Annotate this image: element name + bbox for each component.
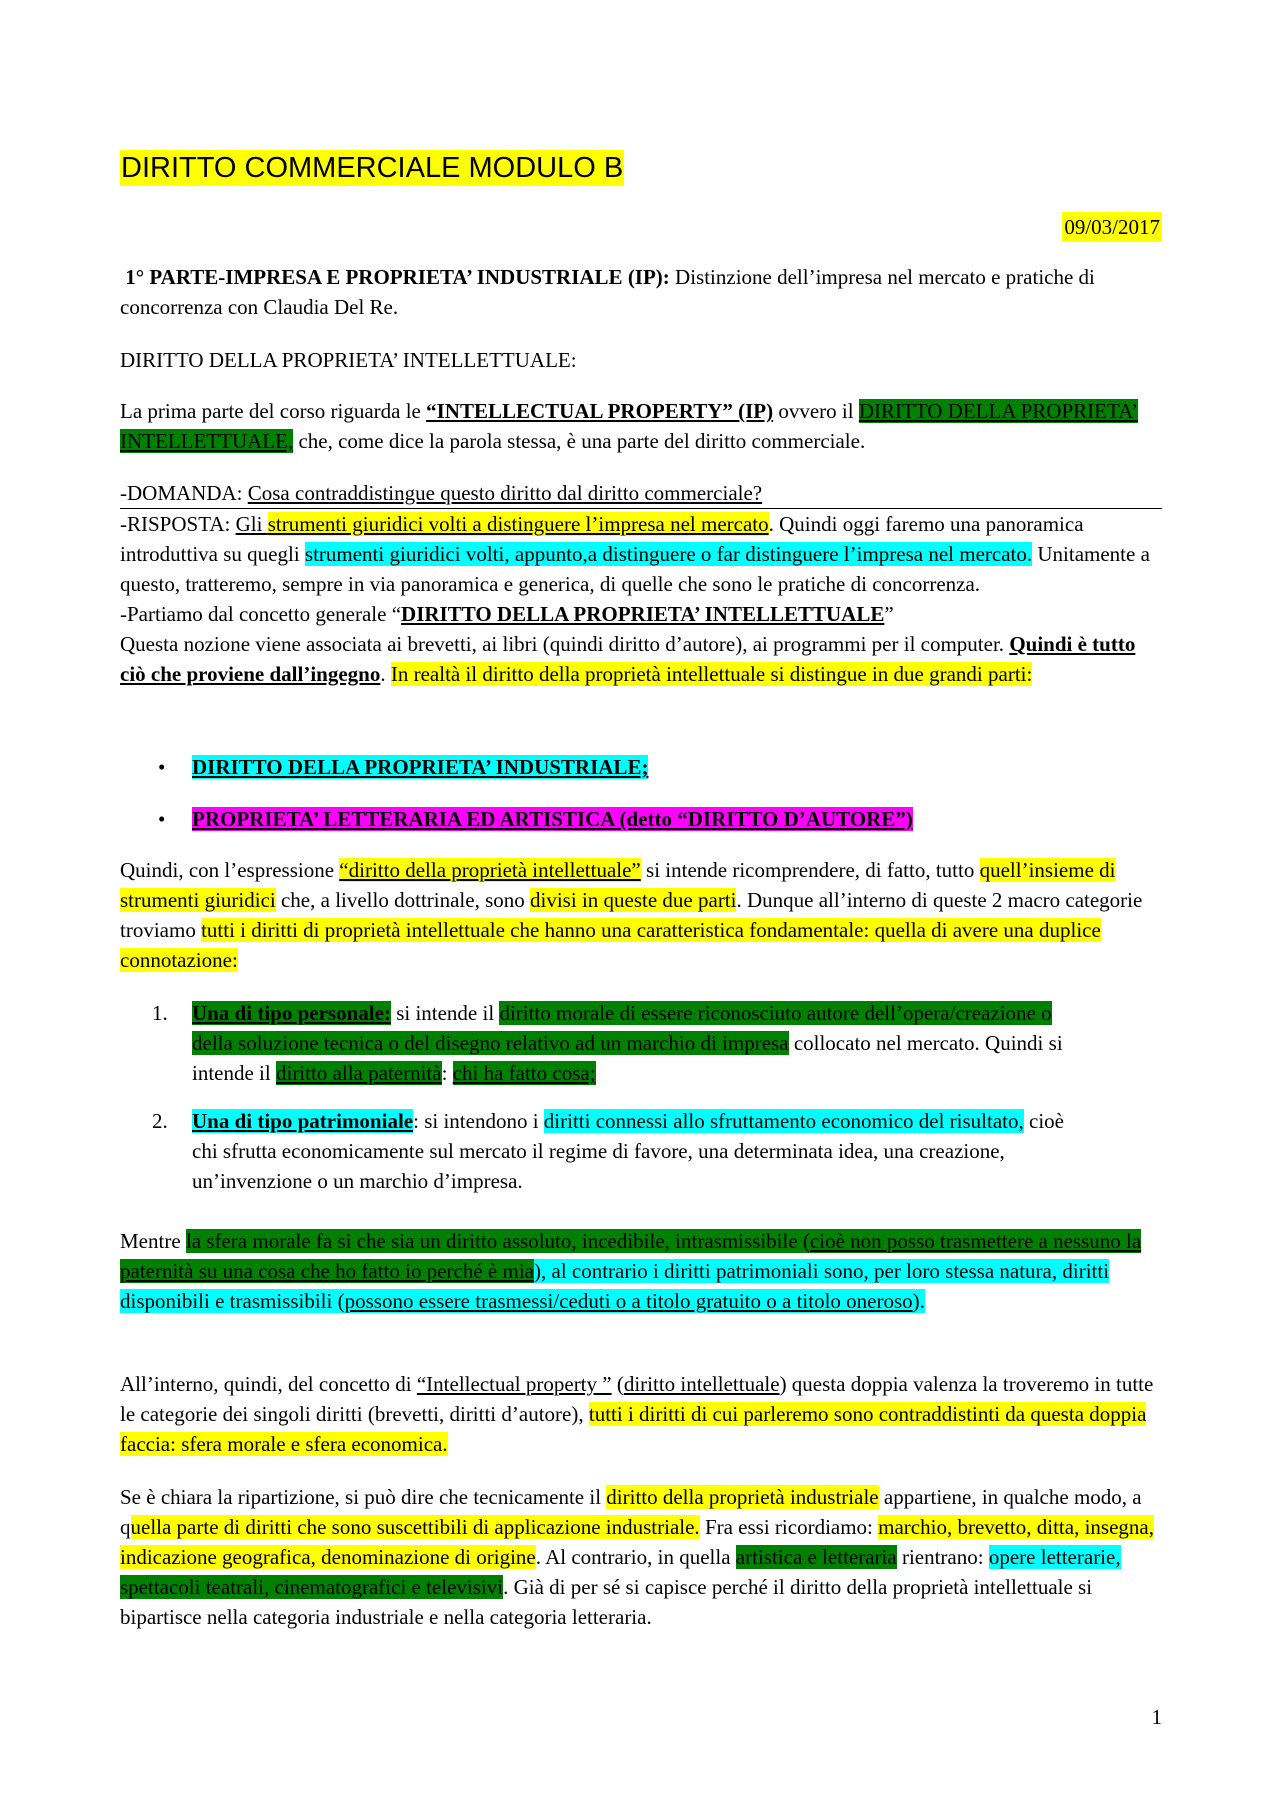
numbered-list xyxy=(120,998,1162,1196)
part-heading: 1° PARTE-IMPRESA E PROPRIETA’ INDUSTRIALE (IP): xyxy=(125,265,670,289)
item-number: 1. xyxy=(152,1001,168,1025)
ingegno-phrase: Quindi è tutto ciò che proviene dall’ingegno xyxy=(120,632,1136,686)
list-item xyxy=(120,752,1162,804)
question-text: Cosa contraddistingue questo diritto dal diritto commerciale? xyxy=(247,481,763,505)
document-title: DIRITTO COMMERCIALE MODULO B xyxy=(121,152,624,184)
concept-line: -Partiamo dal concetto generale “DIRITTO DELLA PROPRIETA’ INTELLETTUALE” xyxy=(120,602,894,626)
section-heading: DIRITTO DELLA PROPRIETA’ INTELLETTUALE: xyxy=(120,348,577,372)
intro-paragraph xyxy=(120,262,1162,322)
notion-paragraph: Questa nozione viene associata ai brevetti, ai libri (quindi diritto d’autore), ai programmi per il computer. Quindi è tutto ciò che proviene dall’ingegno. In realtà il diritto della proprietà intellettuale si distingue in due grandi parti: xyxy=(120,632,1136,686)
bullet-symbol: • xyxy=(158,807,166,831)
page-number: 1 xyxy=(1151,1705,1162,1729)
question-line: -DOMANDA: Cosa contraddistingue questo diritto dal diritto commerciale? xyxy=(120,478,1162,509)
course-paragraph: La prima parte del corso riguarda le “INTELLECTUAL PROPERTY” (IP) ovvero il DIRITTO DELLA PROPRIETA’ INTELLETTUALE, che, come dice la parola stessa, è una parte del diritto commerciale. xyxy=(120,399,1138,453)
answer-paragraph: -RISPOSTA: Gli strumenti giuridici volti a distinguere l’impresa nel mercato. Quindi oggi faremo una panoramica introduttiva su quegli strumenti giuridici volti, appunto,a distinguere o far distinguere l’impresa nel mercato. Unitamente a questo, tratteremo, sempre in via panoramica e generica, di quelle che sono le pratiche di concorrenza. xyxy=(120,512,1150,596)
list-item: 2. Una di tipo patrimoniale: si intendono i diritti connessi allo sfruttamento economico del risultato, cioè chi sfrutta economicamente sul mercato il regime di favore, una determinata idea, una creazione, un’invenzione o un marchio d’impresa. xyxy=(120,1106,1092,1196)
concept-term: DIRITTO DELLA PROPRIETA’ INTELLETTUALE xyxy=(401,602,885,626)
ip-term: “INTELLECTUAL PROPERTY” (IP) xyxy=(426,399,774,423)
question-answer-block xyxy=(120,478,1162,689)
ip-concept-paragraph: All’interno, quindi, del concetto di “Intellectual property ” (diritto intellettuale) questa doppia valenza la troveremo in tutte le categorie dei singoli diritti (brevetti, diritti d’autore), tutti i diritti di cui parleremo sono contraddistinti da questa doppia faccia: sfera morale e sfera economica. xyxy=(120,1372,1154,1456)
highlight-yellow: strumenti giuridici volti a distinguere l’impresa nel mercato xyxy=(267,512,769,536)
industrial-paragraph: Se è chiara la ripartizione, si può dire che tecnicamente il diritto della proprietà industriale appartiene, in qualche modo, a quella parte di diritti che sono suscettibili di applicazione industriale. Fra essi ricordiamo: marchio, brevetto, ditta, insegna, indicazione geografica, denominazione di origine. Al contrario, in quella artistica e letteraria rientrano: opere letterarie, spettacoli teatrali, cinematografici e televisivi. Già di per sé si capisce perché il diritto della proprietà intellettuale si bipartisce nella categoria industriale e nella categoria letteraria. xyxy=(120,1485,1154,1629)
list-item: 1. Una di tipo personale: si intende il diritto morale di essere riconosciuto autore dell’opera/creazione o della soluzione tecnica o del disegno relativo ad un marchio di impresa collocato nel mercato. Quindi si intende il diritto alla paternità: chi ha fatto cosa; xyxy=(120,998,1092,1088)
bullet-text: PROPRIETA’ LETTERARIA ED ARTISTICA (detto “DIRITTO D’AUTORE”) xyxy=(192,807,913,831)
part-description: Distinzione dell’impresa nel mercato e pratiche di concorrenza con Claudia Del Re. xyxy=(120,265,1095,319)
expression-paragraph: Quindi, con l’espressione “diritto della proprietà intellettuale” si intende ricomprendere, di fatto, tutto quell’insieme di strumenti giuridici che, a livello dottrinale, sono divisi in queste due parti. Dunque all’interno di queste 2 macro categorie troviamo tutti i diritti di proprietà intellettuale che hanno una caratteristica fondamentale: quella di avere una duplice connotazione: xyxy=(120,858,1143,972)
document-date: 09/03/2017 xyxy=(1062,212,1162,242)
bullet-list xyxy=(120,752,1162,834)
list-item xyxy=(120,804,1162,834)
item-number: 2. xyxy=(152,1109,168,1133)
highlight-yellow: In realtà il diritto della proprietà intellettuale si distingue in due grandi parti: xyxy=(390,662,1033,686)
moral-sphere-paragraph: Mentre la sfera morale fa si che sia un diritto assoluto, incedibile, intrasmissibile (cioè non posso trasmettere a nessuno la paternità su una cosa che ho fatto io perché è mia), al contrario i diritti patrimoniali sono, per loro stessa natura, diritti disponibili e trasmissibili (possono essere trasmessi/ceduti o a titolo gratuito o a titolo oneroso). xyxy=(120,1229,1142,1313)
bullet-text: DIRITTO DELLA PROPRIETA’ INDUSTRIALE; xyxy=(192,755,649,779)
highlight-cyan: strumenti giuridici volti, appunto,a distinguere o far distinguere l’impresa nel mercato. xyxy=(304,542,1033,566)
highlight-green: DIRITTO DELLA PROPRIETA’ INTELLETTUALE, xyxy=(120,399,1138,453)
bullet-symbol: • xyxy=(158,755,166,779)
